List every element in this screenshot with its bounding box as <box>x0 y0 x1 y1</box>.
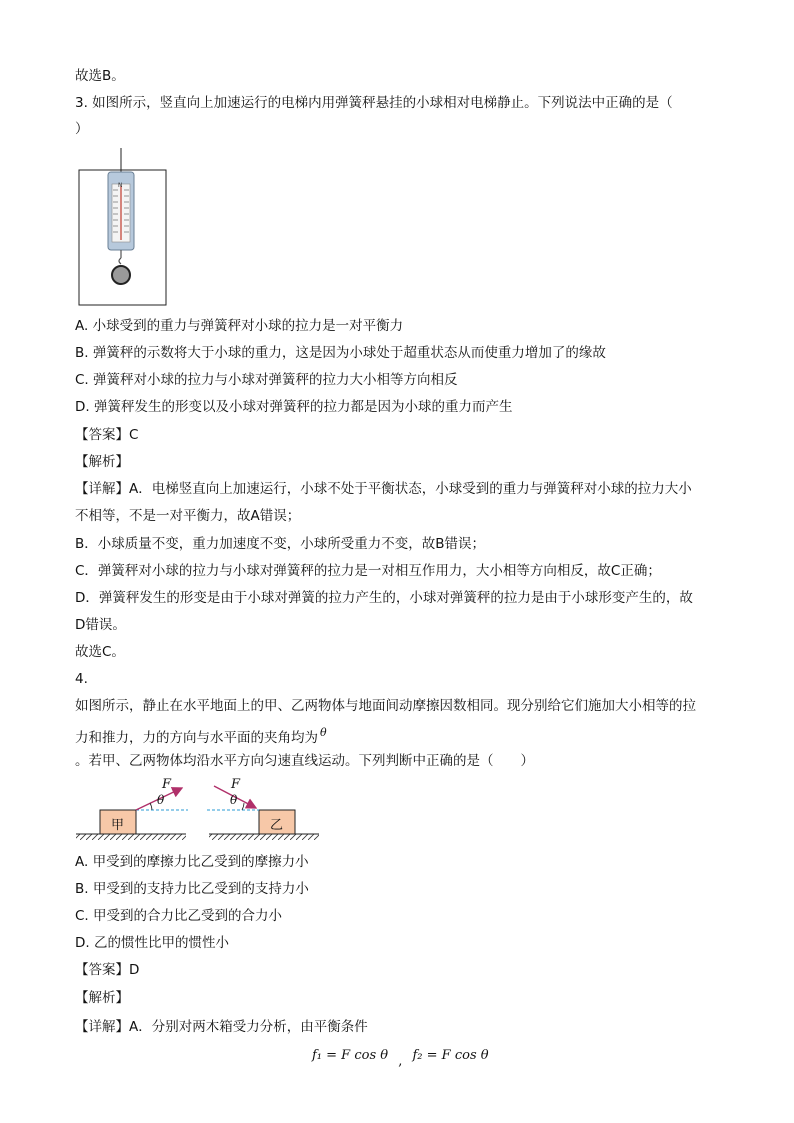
q3-conclusion: 故选C。 <box>75 644 125 660</box>
q3-option-d: D. 弹簧秤发生的形变以及小球对弹簧秤的拉力都是因为小球的重力而产生 <box>75 399 513 415</box>
q3-detail-line-6: D错误。 <box>75 617 126 633</box>
q4-option-b: B. 甲受到的支持力比乙受到的支持力小 <box>75 881 309 897</box>
q3-analysis-label: 【解析】 <box>75 454 129 470</box>
q4-stem-line-1: 如图所示，静止在水平地面上的甲、乙两物体与地面间动摩擦因数相同。现分别给它们施加大小相等的拉 <box>75 698 696 714</box>
force-diagram-icon <box>74 774 324 846</box>
q4-stem-line-3: 。若甲、乙两物体均沿水平方向匀速直线运动。下列判断中正确的是（ ） <box>75 753 534 769</box>
q4-formula <box>312 1048 489 1069</box>
q4-analysis-label: 【解析】 <box>75 990 129 1006</box>
scale-unit-label: N <box>118 182 123 189</box>
angle-label-a: θ <box>157 793 165 807</box>
q4-number: 4. <box>75 671 88 687</box>
q4-answer: 【答案】D <box>75 962 140 978</box>
q3-option-b: B. 弹簧秤的示数将大于小球的重力，这是因为小球处于超重状态从而使重力增加了的缘故 <box>75 345 606 361</box>
q3-option-a: A. 小球受到的重力与弹簧秤对小球的拉力是一对平衡力 <box>75 318 404 334</box>
q3-detail-line-3: B．小球质量不变，重力加速度不变，小球所受重力不变，故B错误； <box>75 536 486 552</box>
q4-stem-line-2: 力和推力，力的方向与水平面的夹角均为 $^\theta$ <box>75 726 327 746</box>
q4-option-c: C. 甲受到的合力比乙受到的合力小 <box>75 908 283 924</box>
q3-stem-line-2: ） <box>75 121 89 137</box>
q4-option-a: A. 甲受到的摩擦力比乙受到的摩擦力小 <box>75 854 309 870</box>
force-label-a: F <box>162 777 172 792</box>
angle-label-b: θ <box>230 793 238 807</box>
q3-figure-spring-scale <box>78 148 168 308</box>
block-a-label: 甲 <box>111 818 125 833</box>
q3-answer: 【答案】C <box>75 427 139 443</box>
q3-detail-line-2: 不相等，不是一对平衡力，故A错误； <box>75 508 301 524</box>
theta-symbol: θ <box>320 726 327 739</box>
formula-separator: , <box>398 1054 403 1069</box>
spring-scale-icon <box>78 148 168 308</box>
q3-detail-line-1: 【详解】A．电梯竖直向上加速运行，小球不处于平衡状态，小球受到的重力与弹簧秤对小球的拉力大小 <box>75 481 692 497</box>
q4-figure-forces <box>74 774 324 846</box>
q3-stem-line-1: 3. 如图所示，竖直向上加速运行的电梯内用弹簧秤悬挂的小球相对电梯静止。下列说法中正确的是（ <box>75 95 673 111</box>
force-label-b: F <box>231 777 241 792</box>
formula-f2: f₂ = F cos θ <box>412 1048 489 1063</box>
q4-detail-line-1: 【详解】A．分别对两木箱受力分析，由平衡条件 <box>75 1019 368 1035</box>
q3-detail-line-4: C．弹簧秤对小球的拉力与小球对弹簧秤的拉力是一对相互作用力，大小相等方向相反，故C正确； <box>75 563 661 579</box>
q3-option-c: C. 弹簧秤对小球的拉力与小球对弹簧秤的拉力大小相等方向相反 <box>75 372 458 388</box>
block-b-label: 乙 <box>270 818 284 833</box>
q4-option-d: D. 乙的惯性比甲的惯性小 <box>75 935 229 951</box>
formula-f1: f₁ = F cos θ <box>312 1048 389 1063</box>
q2-conclusion: 故选B。 <box>75 68 125 84</box>
q3-detail-line-5: D．弹簧秤发生的形变是由于小球对弹簧的拉力产生的，小球对弹簧秤的拉力是由于小球形变产生的，故 <box>75 590 693 606</box>
